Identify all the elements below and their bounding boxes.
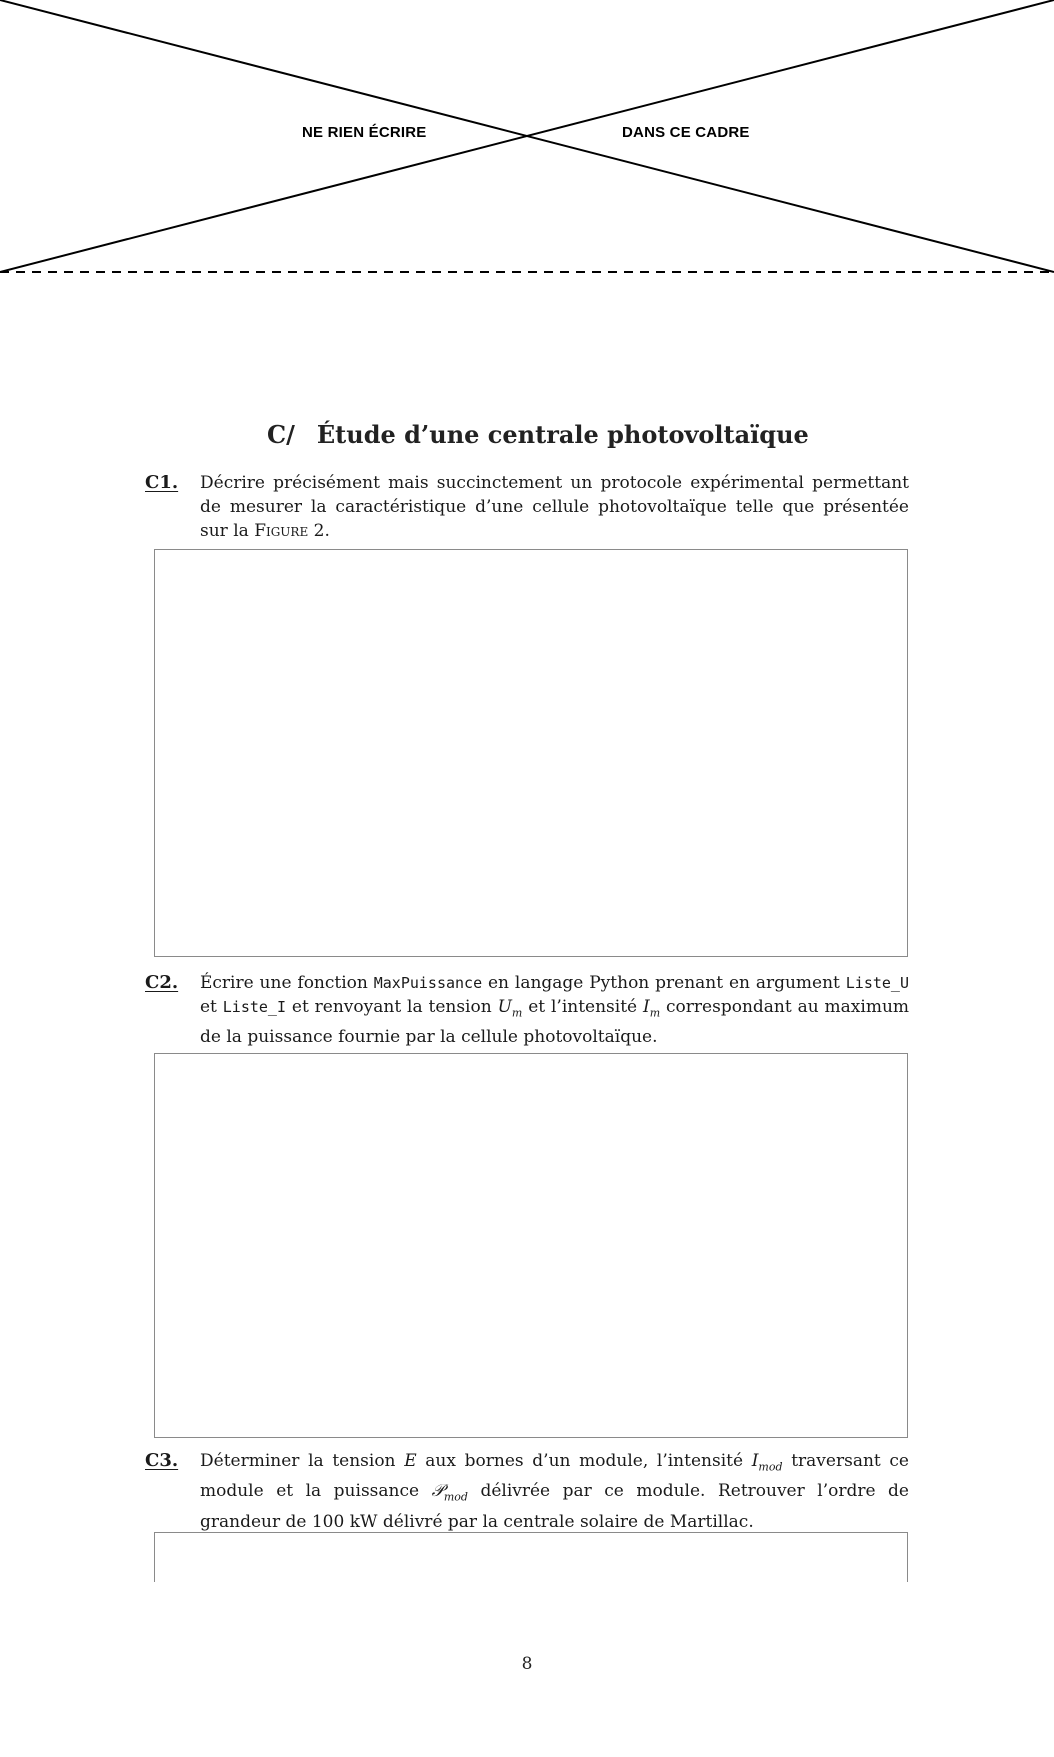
text-segment: et l’intensité: [522, 997, 643, 1017]
math-subscript: m: [511, 1006, 523, 1020]
text-segment: en langage Python prenant en argument: [482, 973, 846, 993]
question-label: C2.: [145, 972, 179, 993]
math-symbol: [751, 1451, 783, 1474]
page-number: 8: [521, 1654, 533, 1674]
text-segment: et renvoyant la tension: [286, 997, 498, 1017]
math-letter: I: [751, 1451, 759, 1471]
math-subscript: mod: [758, 1460, 783, 1474]
no-write-label-left: NE RIEN ÉCRIRE: [302, 124, 427, 141]
question-label: C1.: [145, 472, 179, 493]
math-subscript: mod: [443, 1490, 468, 1504]
text-segment: Décrire précisément mais succinctement un protocole expérimental permettant de mesurer la caractéristique d’une cellule photovoltaïque telle que présentée sur la: [200, 473, 909, 541]
function-name: MaxPuissance: [373, 974, 483, 992]
text-segment: correspondant au maximum de la puissance fournie par la cellule photovoltaïque.: [200, 997, 910, 1048]
answer-box-c2[interactable]: [154, 1053, 908, 1438]
question-text: [200, 1449, 909, 1534]
text-segment: et: [200, 997, 223, 1017]
math-letter: I: [643, 997, 650, 1017]
math-letter: U: [497, 997, 512, 1017]
math-symbol: [643, 997, 661, 1020]
text-segment: Écrire une fonction: [200, 973, 374, 993]
text-segment: .: [324, 521, 330, 541]
argument-name: Liste_U: [845, 974, 909, 992]
answer-box-c1[interactable]: [154, 549, 908, 957]
question-text: [200, 971, 909, 1049]
argument-name: Liste_I: [222, 998, 286, 1016]
question-label: C3.: [145, 1450, 179, 1471]
answer-box-c3[interactable]: [154, 1532, 908, 1582]
math-symbol: [497, 997, 523, 1020]
no-write-frame: [0, 0, 1054, 275]
section-title: [267, 420, 809, 449]
text-segment: Déterminer la tension: [200, 1451, 405, 1471]
text-segment: aux bornes d’un module, l’intensité: [416, 1451, 752, 1471]
text-segment: traversant ce module et la puissance: [200, 1451, 909, 1502]
math-symbol: E: [404, 1451, 417, 1471]
section-label: C/: [267, 420, 295, 449]
math-symbol: [431, 1481, 468, 1504]
math-subscript: m: [649, 1006, 661, 1020]
math-letter: 𝒫: [431, 1481, 444, 1502]
section-heading: Étude d’une centrale photovoltaïque: [316, 420, 809, 449]
no-write-label-right: DANS CE CADRE: [622, 124, 750, 141]
text-segment: délivrée par ce module. Retrouver l’ordre de grandeur de 100 kW délivré par la centrale solaire de Martillac.: [200, 1481, 909, 1532]
figure-reference: Figure 2: [254, 521, 325, 541]
question-text: [200, 471, 909, 543]
